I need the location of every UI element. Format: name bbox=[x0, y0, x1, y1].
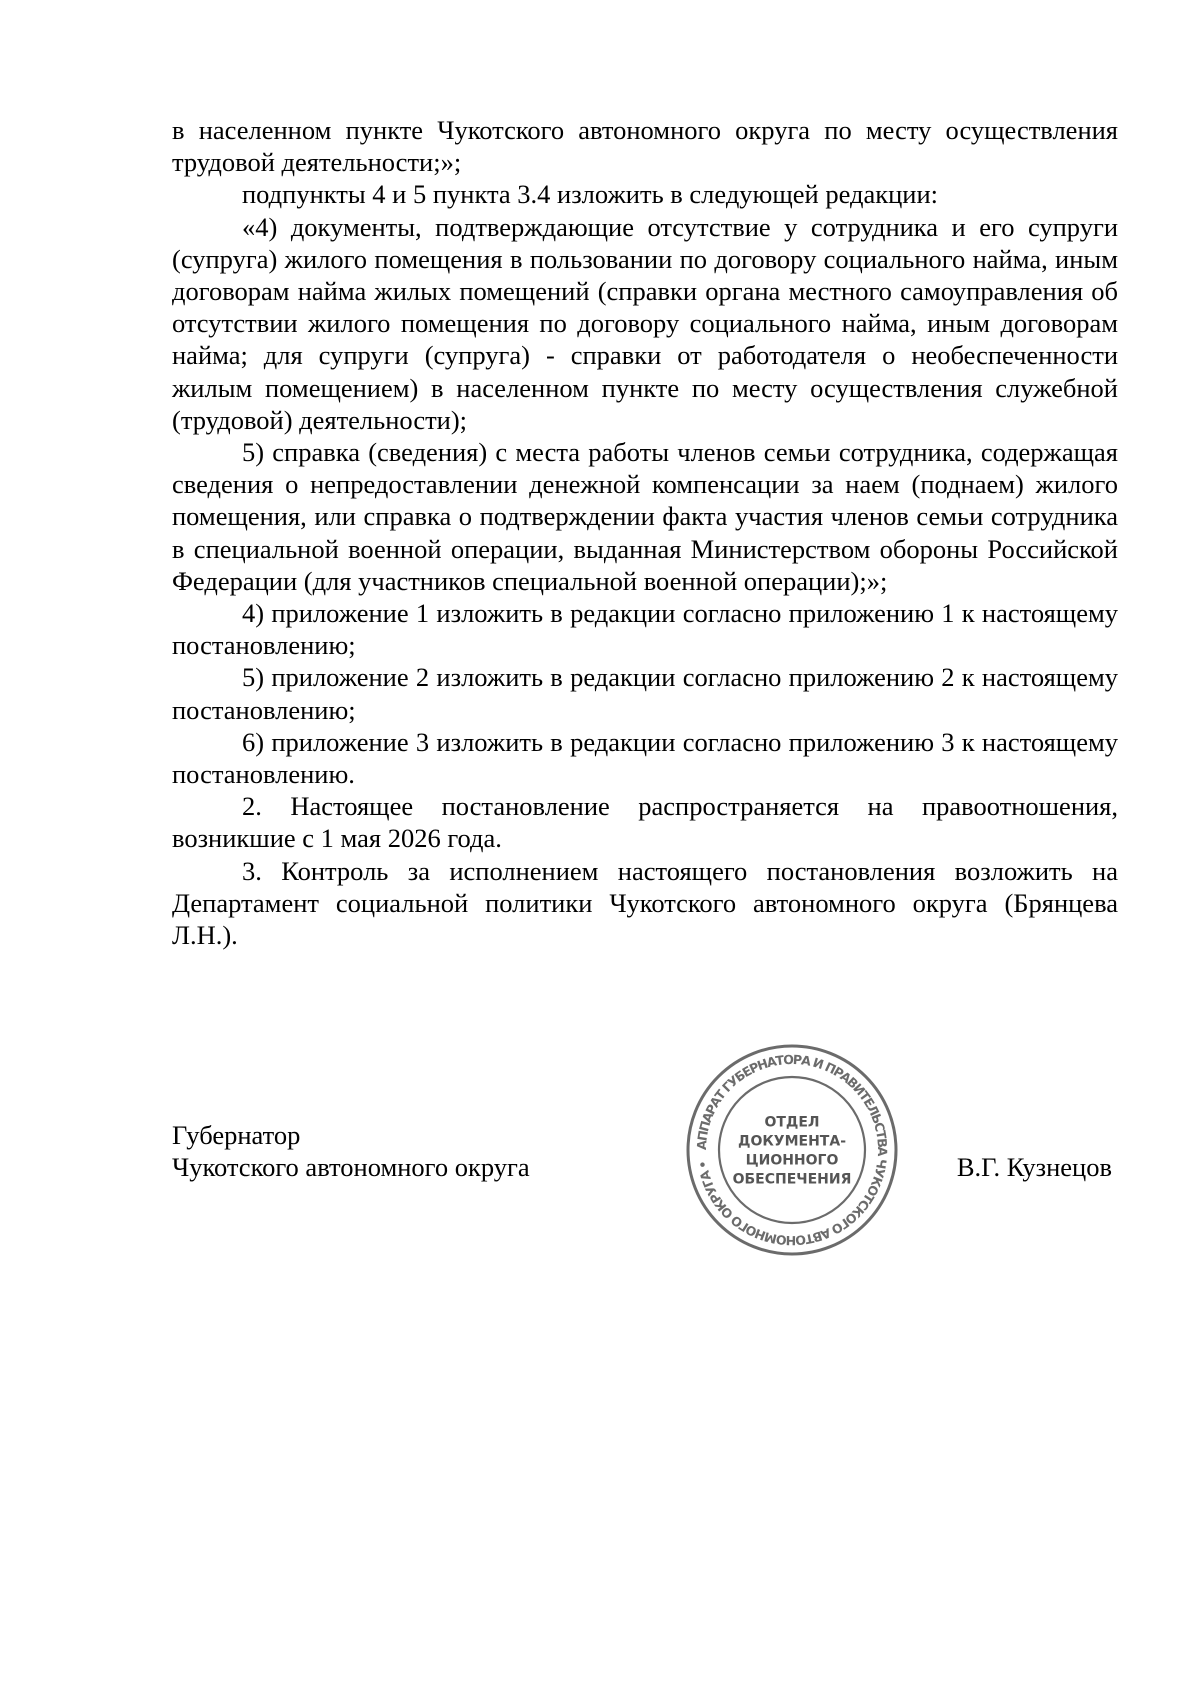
paragraph-continuation: в населенном пункте Чукотского автономного округа по месту осуществления трудовой деятельности;»; bbox=[172, 115, 1118, 178]
seal-graphic bbox=[682, 1040, 902, 1260]
official-seal-stamp bbox=[682, 1040, 902, 1260]
paragraph-item-6-appendix-3: 6) приложение 3 изложить в редакции согласно приложению 3 к настоящему постановлению. bbox=[172, 726, 1118, 790]
paragraph-subpoints-intro: подпункты 4 и 5 пункта 3.4 изложить в следующей редакции: bbox=[242, 179, 939, 210]
seal-inner-ring bbox=[719, 1077, 865, 1223]
document-body bbox=[172, 114, 1118, 951]
paragraph-clause-3: 3. Контроль за исполнением настоящего постановления возложить на Департамент социальной политики Чукотского автономного округа (Брянцева Л.Н.). bbox=[172, 855, 1118, 951]
paragraph-subpoint-4: «4) документы, подтверждающие отсутствие у сотрудника и его супруги (супруга) жилого помещения в пользовании по договору социального найма, иным договорам найма жилых помещений (справки органа местного самоуправления об отсутствии жилого помещения по договору социального найма, иным договорам найма; для супруги (супруга) - справки от работодателя о необеспеченности жилым помещением) в населенном пункте по месту осуществления служебной (трудовой) деятельности); bbox=[172, 211, 1118, 435]
paragraph-clause-2: 2. Настоящее постановление распространяется на правоотношения, возникшие с 1 мая 2026 года. bbox=[172, 791, 1118, 854]
seal-ring-text: АППАРАТ ГУБЕРНАТОРА И ПРАВИТЕЛЬСТВА ЧУКОТСКОГО АВТОНОМНОГО ОКРУГА • bbox=[693, 1051, 891, 1249]
paragraph-item-4-appendix-1: 4) приложение 1 изложить в редакции согласно приложению 1 к настоящему постановлению; bbox=[172, 598, 1118, 661]
signatory-position bbox=[172, 1119, 530, 1183]
paragraph-subpoint-5: 5) справка (сведения) с места работы членов семьи сотрудника, содержащая сведения о непредоставлении денежной компенсации за наем (поднаем) жилого помещения, или справка о подтверждении факта участия членов семьи сотрудника в специальной военной операции, выданная Министерством обороны Российской Федерации (для участников специальной военной операции);»; bbox=[172, 437, 1118, 596]
seal-center-line-2: ДОКУМЕНТА- bbox=[737, 1133, 847, 1150]
signatory-title: Губернатор bbox=[172, 1120, 301, 1150]
paragraph-item-5-appendix-2: 5) приложение 2 изложить в редакции согласно приложению 2 к настоящему постановлению; bbox=[172, 662, 1118, 725]
signatory-name: В.Г. Кузнецов bbox=[956, 1152, 1112, 1182]
seal-center-line-1: ОТДЕЛ bbox=[764, 1114, 820, 1131]
seal-center-line-3: ЦИОННОГО bbox=[745, 1152, 839, 1169]
signature-block bbox=[172, 1119, 1118, 1319]
signatory-region: Чукотского автономного округа bbox=[172, 1152, 530, 1183]
seal-center-line-4: ОБЕСПЕЧЕНИЯ bbox=[732, 1171, 852, 1188]
